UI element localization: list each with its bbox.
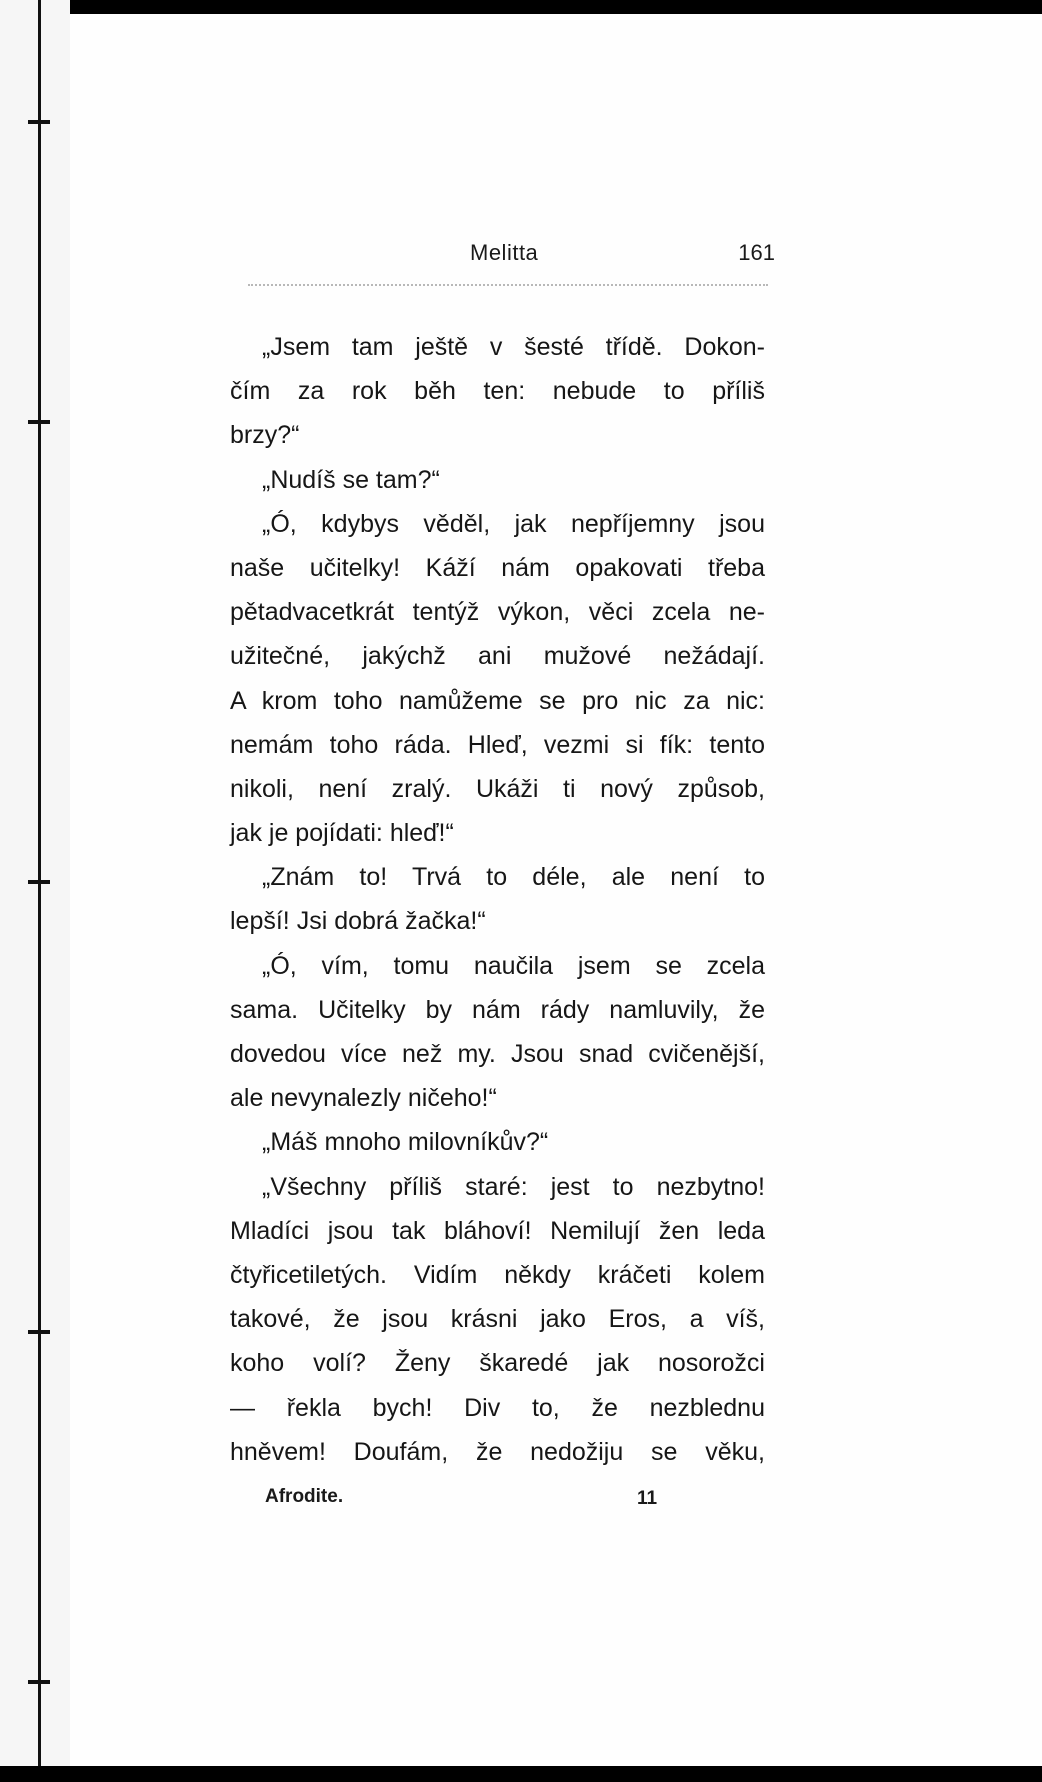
text-line: jak je pojídati: hleď!“ [230,819,454,848]
text-line: „Znám to! Trvá to déle, ale není to [262,863,765,892]
text-line: nikoli, není zralý. Ukáži ti nový způsob, [230,774,765,803]
text-line: „Jsem tam ještě v šesté třídě. Dokon- [262,333,765,361]
text-line: „Nudíš se tam?“ [262,465,440,494]
text-line: naše učitelky! Káží nám opakovati třeba [230,553,765,582]
text-line: čím za rok běh ten: nebude to příliš [230,377,765,406]
page-footer [265,1486,665,1516]
text-line: sama. Učitelky by nám rády namluvily, že [230,995,765,1024]
text-line: brzy?“ [230,421,300,450]
scan-top-border [0,0,1042,14]
running-header [230,240,775,272]
text-line: „Ó, kdybys věděl, jak nepříjemny jsou [262,509,765,538]
text-line: pětadvacetkrát tentýž výkon, věci zcela ne- [230,598,765,627]
text-line: dovedou více než my. Jsou snad cvičenější, [230,1040,765,1068]
text-line: koho volí? Ženy škaredé jak nosorožci [230,1349,765,1378]
sheet-number: 11 [637,1488,658,1509]
header-rule [248,284,768,286]
text-line: takové, že jsou krásni jako Eros, a víš, [230,1305,765,1334]
body-text [230,325,765,1474]
binding-stitch-mark [28,420,50,424]
scan-bottom-border [0,1766,1042,1782]
text-line: hněvem! Doufám, že nedožiju se věku, [230,1437,765,1466]
text-line: A krom toho namůžeme se pro nic za nic: [230,686,765,715]
binding-stitch-mark [28,120,50,124]
text-line: „Všechny příliš staré: jest to nezbytno! [262,1172,765,1201]
text-line: čtyřicetiletých. Vidím někdy kráčeti kolem [230,1260,765,1289]
text-line: — řekla bych! Div to, že nezblednu [230,1393,765,1422]
text-line: „Ó, vím, tomu naučila jsem se zcela [262,951,765,980]
text-line: ale nevynalezly ničeho!“ [230,1084,497,1113]
binding-edge-line [38,0,41,1782]
page-number: 161 [738,240,775,265]
binding-stitch-mark [28,880,50,884]
binding-gutter [0,0,70,1782]
text-line: „Máš mnoho milovníkův?“ [262,1128,549,1157]
text-line: lepší! Jsi dobrá žačka!“ [230,907,486,936]
running-title: Melitta [470,240,539,265]
binding-stitch-mark [28,1330,50,1334]
text-line: Mladíci jsou tak bláhoví! Nemilují žen leda [230,1216,765,1245]
text-line: užitečné, jakýchž ani mužové nežádají. [230,642,765,671]
text-line: nemám toho ráda. Hleď, vezmi si fík: tento [230,730,765,759]
binding-stitch-mark [28,1680,50,1684]
signature-mark: Afrodite. [265,1486,344,1507]
